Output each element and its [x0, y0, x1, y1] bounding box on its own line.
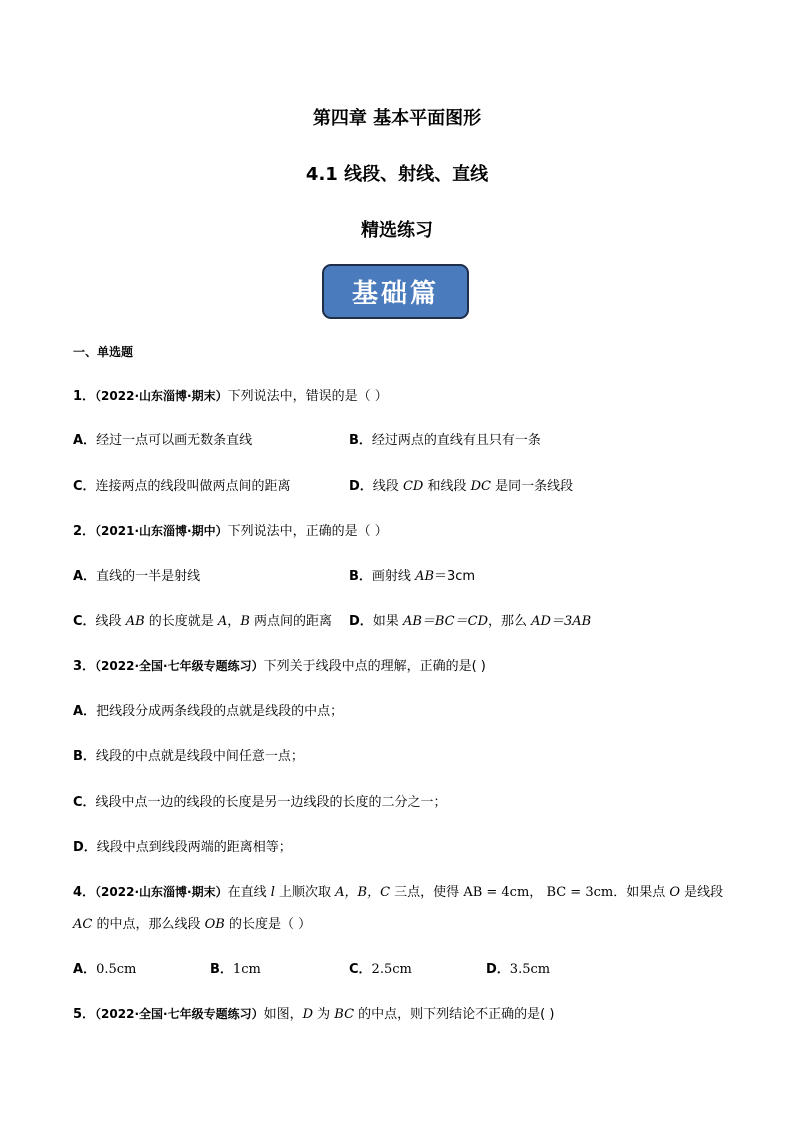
chapter-title: 第四章 基本平面图形	[312, 108, 482, 129]
option-d	[73, 836, 292, 855]
option-text: 经过两点的直线有且只有一条	[371, 433, 541, 448]
question-stem: ．如果点	[613, 885, 670, 900]
option-text: 0.5cm	[96, 962, 137, 977]
question-stem: 上顺次取	[274, 885, 336, 900]
section-title: 4.1 线段、射线、直线	[305, 164, 489, 185]
math-expr: BC = 3cm	[546, 885, 614, 900]
math-var: A，B，C	[335, 885, 391, 900]
option-text: 连接两点的线段叫做两点间的距离	[95, 479, 291, 494]
option-text: 线段中点到线段两端的距离相等；	[96, 840, 292, 855]
question-source: （2022·全国·七年级专题练习）	[95, 1007, 264, 1021]
math-expr: AB = 4cm	[463, 885, 530, 900]
option-label: B．	[349, 569, 372, 584]
math-var: DC	[470, 479, 491, 494]
option-text: 的长度就是	[144, 614, 218, 629]
option-label: B．	[210, 962, 233, 977]
option-label: D．	[349, 479, 373, 494]
option-label: D．	[73, 840, 97, 855]
question-stem: 在直线	[227, 885, 271, 900]
option-text: 直线的一半是射线	[96, 569, 201, 584]
option-label: C．	[349, 962, 372, 977]
math-expr: AB＝BC＝CD	[402, 614, 488, 629]
question-stem: ，	[529, 885, 547, 900]
question-4-line-2	[73, 913, 311, 932]
question-1	[73, 385, 388, 404]
question-number: 5．	[73, 1007, 96, 1022]
math-var: D	[302, 1007, 314, 1022]
question-stem: 的中点，那么线段	[92, 917, 205, 932]
question-stem: 的长度是（ ）	[224, 917, 312, 932]
math-expr: AD＝3AB	[531, 614, 592, 629]
option-a	[73, 565, 200, 584]
math-var: AB	[415, 569, 435, 584]
option-c	[73, 475, 291, 494]
option-text: 两点间的距离	[249, 614, 333, 629]
option-label: A．	[73, 433, 97, 448]
question-2	[73, 520, 388, 539]
math-var: BC	[334, 1007, 355, 1022]
question-number: 3．	[73, 659, 96, 674]
question-3	[73, 655, 486, 674]
option-label: C．	[73, 795, 96, 810]
option-b	[349, 429, 541, 448]
math-var: AC	[73, 917, 93, 932]
option-text: ，那么	[488, 614, 532, 629]
question-source: （2022·山东淄博·期末）	[95, 885, 228, 899]
option-c	[73, 791, 447, 810]
option-text: 线段	[372, 479, 403, 494]
question-number: 2．	[73, 524, 96, 539]
question-stem: 三点，使得	[390, 885, 464, 900]
level-badge	[322, 264, 469, 319]
option-text: 线段的中点就是线段中间任意一点；	[95, 749, 304, 764]
badge-label: 基础篇	[351, 279, 439, 309]
option-d	[486, 958, 550, 977]
question-source: （2021·山东淄博·期中）	[95, 524, 228, 538]
math-var: CD	[402, 479, 424, 494]
option-label: B．	[349, 433, 372, 448]
question-stem: 是线段	[680, 885, 724, 900]
option-text: 和线段	[423, 479, 471, 494]
option-label: B．	[73, 749, 96, 764]
option-text: 是同一条线段	[490, 479, 574, 494]
option-text: 3.5cm	[509, 962, 551, 977]
question-stem: 下列说法中，正确的是（ ）	[227, 524, 388, 539]
question-4	[73, 881, 723, 900]
question-source: （2022·全国·七年级专题练习）	[95, 659, 264, 673]
question-stem: 如图，	[263, 1007, 303, 1022]
option-label: A．	[73, 962, 97, 977]
option-text: 经过一点可以画无数条直线	[96, 433, 253, 448]
option-a	[73, 958, 136, 977]
option-text: 线段	[95, 614, 126, 629]
math-var: AB	[125, 614, 145, 629]
option-label: C．	[73, 614, 96, 629]
section-heading: 一、单选题	[73, 345, 134, 359]
option-label: D．	[349, 614, 373, 629]
option-text: 线段中点一边的线段的长度是另一边线段的长度的二分之一；	[95, 795, 447, 810]
option-label: D．	[486, 962, 510, 977]
question-stem: 为	[313, 1007, 335, 1022]
option-text: 2.5cm	[371, 962, 412, 977]
option-text: ＝3cm	[434, 569, 476, 584]
practice-subtitle: 精选练习	[361, 220, 433, 241]
option-a	[73, 700, 343, 719]
option-b	[349, 565, 475, 584]
math-var: B	[240, 614, 250, 629]
math-var: l	[270, 885, 275, 900]
math-var: O	[669, 885, 681, 900]
option-c	[73, 610, 332, 629]
question-stem: 的中点，则下列结论不正确的是( )	[354, 1007, 555, 1022]
option-c	[349, 958, 412, 977]
math-var: A	[217, 614, 228, 629]
option-label: A．	[73, 569, 97, 584]
option-text: 把线段分成两条线段的点就是线段的中点；	[96, 704, 344, 719]
option-text: 1cm	[232, 962, 261, 977]
question-5	[73, 1003, 554, 1022]
option-b	[73, 745, 304, 764]
math-var: OB	[204, 917, 225, 932]
option-label: A．	[73, 704, 97, 719]
option-b	[210, 958, 261, 977]
option-text: 画射线	[371, 569, 416, 584]
question-stem: 下列说法中，错误的是（ ）	[227, 389, 388, 404]
option-d	[349, 475, 573, 494]
question-source: （2022·山东淄博·期末）	[95, 389, 228, 403]
option-d	[349, 610, 591, 629]
option-text: ，	[227, 614, 241, 629]
option-label: C．	[73, 479, 96, 494]
option-a	[73, 429, 252, 448]
question-number: 1．	[73, 389, 96, 404]
option-text: 如果	[372, 614, 403, 629]
question-number: 4．	[73, 885, 96, 900]
question-stem: 下列关于线段中点的理解，正确的是( )	[263, 659, 486, 674]
